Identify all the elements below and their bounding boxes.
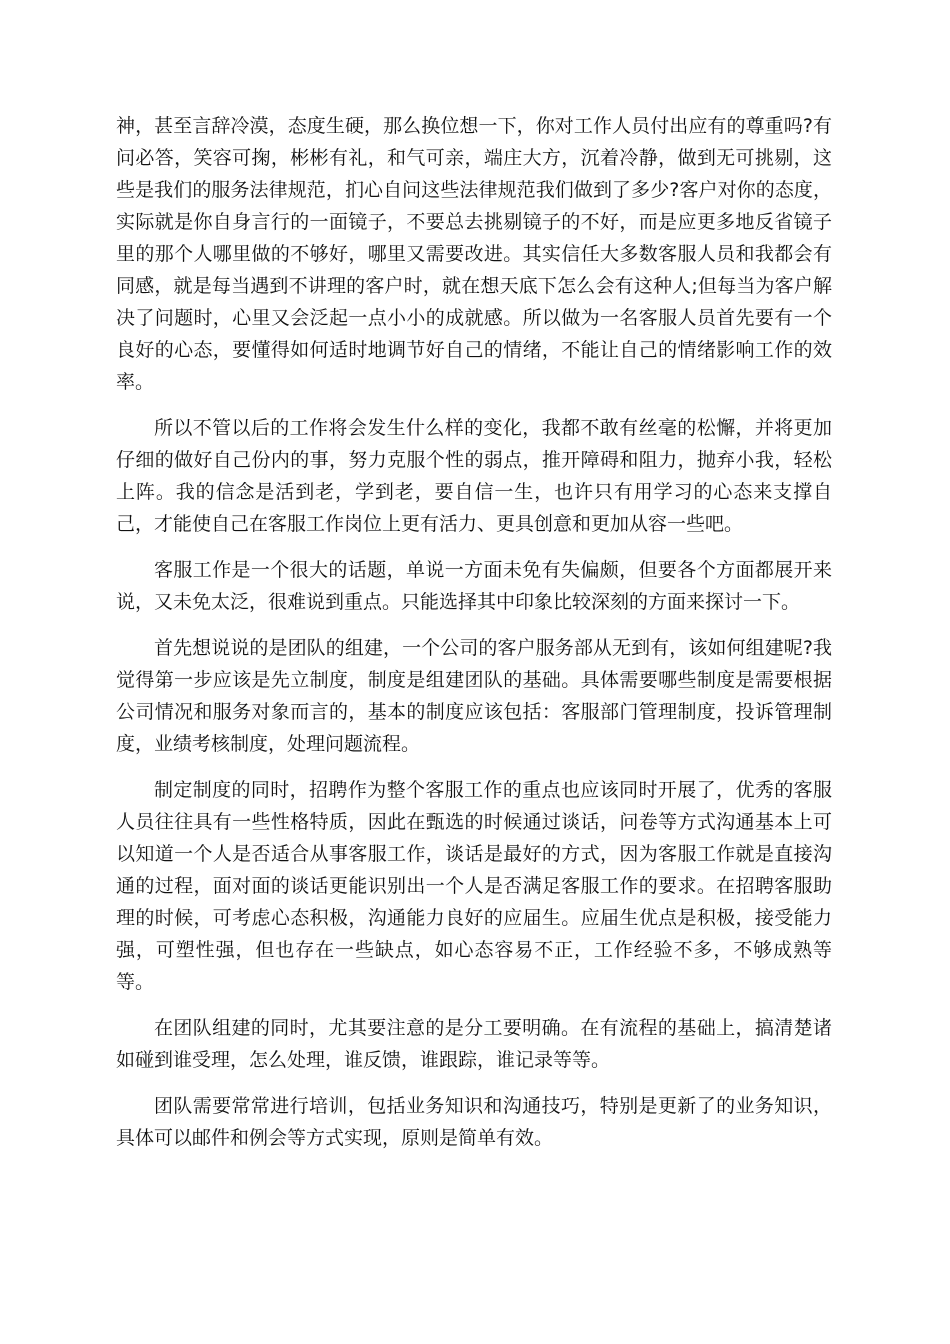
paragraph-4: 首先想说说的是团队的组建，一个公司的客户服务部从无到有，该如何组建呢?我觉得第一步应该是先立制度，制度是组建团队的基础。具体需要哪些制度是需要根据公司情况和服务对象而言的，基本的制度应该包括：客服部门管理制度，投诉管理制度，业绩考核制度，处理问题流程。 bbox=[116, 637, 832, 755]
paragraph-3: 客服工作是一个很大的话题，单说一方面未免有失偏颇，但要各个方面都展开来说，又未免太泛，很难说到重点。只能选择其中印象比较深刻的方面来探讨一下。 bbox=[116, 559, 832, 613]
paragraph-5: 制定制度的同时，招聘作为整个客服工作的重点也应该同时开展了，优秀的客服人员往往具有一些性格特质，因此在甄选的时候通过谈话，问卷等方式沟通基本上可以知道一个人是否适合从事客服工作，谈话是最好的方式，因为客服工作就是直接沟通的过程，面对面的谈话更能识别出一个人是否满足客服工作的要求。在招聘客服助理的时候，可考虑心态积极，沟通能力良好的应届生。应届生优点是积极，接受能力强，可塑性强，但也存在一些缺点，如心态容易不正，工作经验不多，不够成熟等等。 bbox=[116, 779, 832, 993]
document-body bbox=[116, 110, 832, 1168]
paragraph-1: 神，甚至言辞冷漠，态度生硬，那么换位想一下，你对工作人员付出应有的尊重吗?有问必答，笑容可掬，彬彬有礼，和气可亲，端庄大方，沉着冷静，做到无可挑剔，这些是我们的服务法律规范，扪心自问这些法律规范我们做到了多少?客户对你的态度，实际就是你自身言行的一面镜子，不要总去挑剔镜子的不好，而是应更多地反省镜子里的那个人哪里做的不够好，哪里又需要改进。其实信任大多数客服人员和我都会有同感，就是每当遇到不讲理的客户时，就在想天底下怎么会有这种人;但每当为客户解决了问题时，心里又会泛起一点小小的成就感。所以做为一名客服人员首先要有一个良好的心态，要懂得如何适时地调节好自己的情绪，不能让自己的情绪影响工作的效率。 bbox=[116, 115, 832, 393]
paragraph-2: 所以不管以后的工作将会发生什么样的变化，我都不敢有丝毫的松懈，并将更加仔细的做好自己份内的事，努力克服个性的弱点，推开障碍和阻力，抛弃小我，轻松上阵。我的信念是活到老，学到老，要自信一生，也许只有用学习的心态来支撑自己，才能使自己在客服工作岗位上更有活力、更具创意和更加从容一些吧。 bbox=[116, 417, 832, 535]
paragraph-7: 团队需要常常进行培训，包括业务知识和沟通技巧，特别是更新了的业务知识，具体可以邮件和例会等方式实现，原则是简单有效。 bbox=[116, 1095, 832, 1149]
paragraph-6: 在团队组建的同时，尤其要注意的是分工要明确。在有流程的基础上，搞清楚诸如碰到谁受理，怎么处理，谁反馈，谁跟踪，谁记录等等。 bbox=[116, 1017, 832, 1071]
